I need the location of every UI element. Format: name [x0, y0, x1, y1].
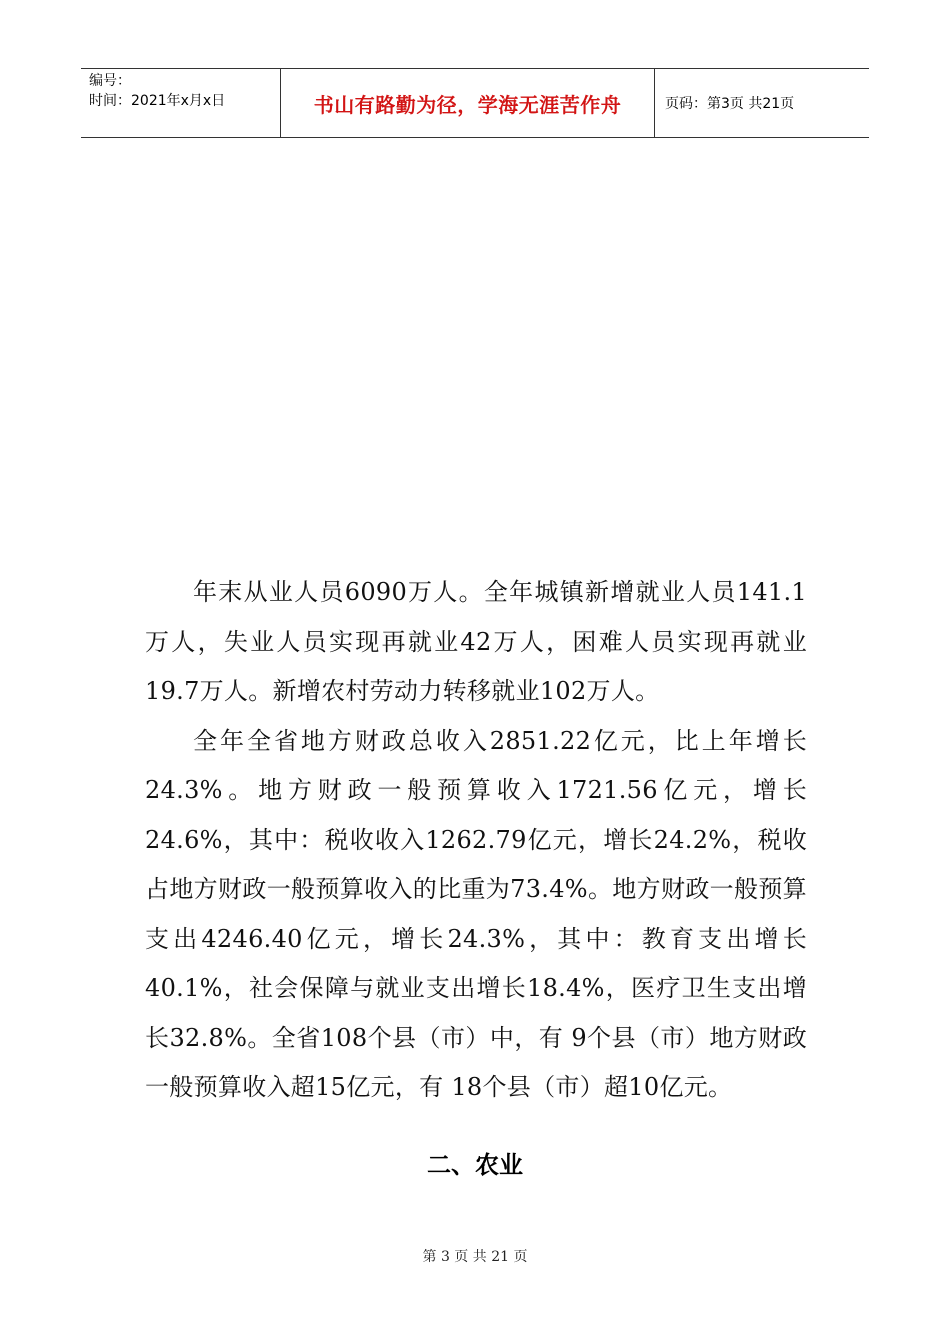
- header-page-cell: [655, 69, 869, 137]
- page-footer: 第 3 页 共 21 页: [422, 1249, 528, 1265]
- document-date-label: 时间：2021年x月x日: [89, 93, 226, 109]
- document-number-label: 编号：: [89, 73, 131, 89]
- section-heading: 二、农业: [427, 1151, 523, 1179]
- body-paragraph-finance: 全年全省地方财政总收入2851.22亿元，比上年增长24.3%。地方财政一般预算收入1721.56亿元，增长24.6%，其中：税收收入1262.79亿元，增长24.2%，税收占地方财政一般预算收入的比重为73.4%。地方财政一般预算支出4246.40亿元，增长24.3%，其中：教育支出增长40.1%，社会保障与就业支出增长18.4%，医疗卫生支出增长32.8%。全省108个县（市）中，有 9个县（市）地方财政一般预算收入超15亿元，有 18个县（市）超10亿元。: [145, 726, 807, 1101]
- header-motto-cell: [281, 69, 655, 137]
- document-body: [145, 568, 807, 1113]
- document-header: [81, 68, 869, 138]
- header-page-info: 页码：第3页 共21页: [665, 96, 795, 112]
- header-meta-cell: [81, 69, 281, 137]
- header-motto: 书山有路勤为径，学海无涯苦作舟: [313, 92, 622, 117]
- body-paragraph-employment: 年末从业人员6090万人。全年城镇新增就业人员141.1万人，失业人员实现再就业42万人，困难人员实现再就业19.7万人。新增农村劳动力转移就业102万人。: [145, 578, 807, 705]
